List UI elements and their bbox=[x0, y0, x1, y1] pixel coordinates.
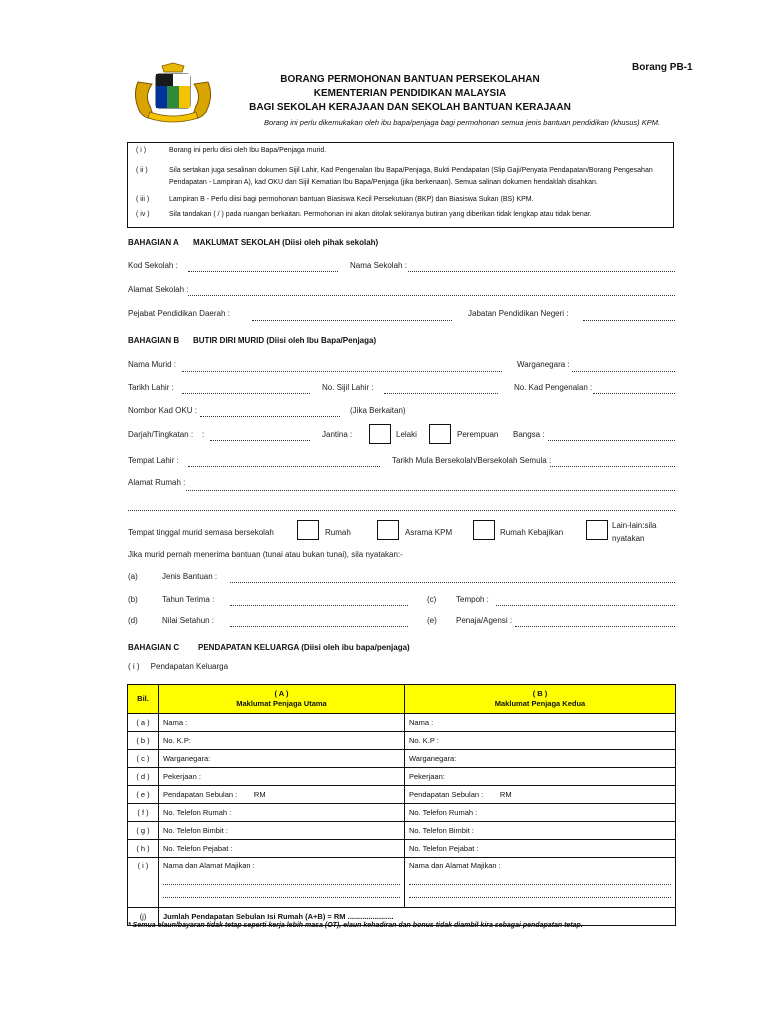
majikan-b-label: Nama dan Alamat Majikan : bbox=[409, 861, 501, 870]
row-a-cell[interactable]: Nama : bbox=[159, 714, 405, 732]
row-b-cell[interactable]: Pekerjaan: bbox=[405, 768, 676, 786]
majikan-a-line-1[interactable] bbox=[163, 872, 400, 885]
instruction-text: Sila sertakan juga sesalinan dokumen Sijil Lahir, Kad Pengenalan Ibu Bapa/Penjaga, Bukti Pendapatan (Slip Gaji/Penyata Pendapatan/Borang Pengesahan Pendapatan - Lampiran A), kad OKU dan Sijil Kematian Ibu Bapa/Penjaga (jika berkenaan). Semua salinan dokumen hendaklah disahkan. bbox=[169, 167, 653, 186]
nama-murid-field[interactable] bbox=[182, 371, 502, 372]
section-b-code: BAHAGIAN B bbox=[128, 336, 180, 345]
row-b-cell[interactable]: Nama : bbox=[405, 714, 676, 732]
section-c-sub: ( i ) Pendapatan Keluarga bbox=[128, 662, 229, 671]
section-a-code: BAHAGIAN A bbox=[128, 238, 179, 247]
majikan-b-line-2[interactable] bbox=[409, 885, 671, 898]
jpn-field[interactable] bbox=[583, 320, 675, 321]
col-bil-header: Bil. bbox=[128, 685, 159, 714]
nilai-setahun-field[interactable] bbox=[230, 626, 408, 627]
section-c-code: BAHAGIAN C bbox=[128, 643, 180, 652]
form-title-line-3: BAGI SEKOLAH KERAJAAN DAN SEKOLAH BANTUAN KERAJAAN bbox=[249, 102, 571, 113]
instruction-num: ( i ) bbox=[136, 147, 147, 154]
tempat-tinggal-label: Tempat tinggal murid semasa bersekolah bbox=[128, 528, 274, 537]
perempuan-checkbox[interactable] bbox=[429, 424, 451, 444]
alamat-rumah-field-1[interactable] bbox=[186, 490, 675, 491]
instruction-num: ( iv ) bbox=[136, 211, 150, 218]
nama-murid-label: Nama Murid : bbox=[128, 360, 177, 369]
asrama-label: Asrama KPM bbox=[405, 528, 453, 537]
row-b-cell[interactable]: No. Telefon Rumah : bbox=[405, 804, 676, 822]
ppd-label: Pejabat Pendidikan Daerah : bbox=[128, 309, 230, 318]
lain-lain-checkbox[interactable] bbox=[586, 520, 608, 540]
alamat-rumah-label: Alamat Rumah : bbox=[128, 478, 186, 487]
row-b-cell[interactable]: No. K.P : bbox=[405, 732, 676, 750]
warganegara-field[interactable] bbox=[572, 371, 675, 372]
table-row bbox=[128, 822, 676, 840]
nama-sekolah-label: Nama Sekolah : bbox=[350, 261, 407, 270]
row-a-cell[interactable]: No. Telefon Pejabat : bbox=[159, 840, 405, 858]
jumlah-pendapatan[interactable]: Jumlah Pendapatan Sebulan Isi Rumah (A+B) = RM ...................... bbox=[159, 908, 676, 926]
rumah-kebajikan-checkbox[interactable] bbox=[473, 520, 495, 540]
table-row bbox=[128, 768, 676, 786]
col-b-header-2: Maklumat Penjaga Kedua bbox=[494, 699, 586, 708]
jenis-bantuan-label: Jenis Bantuan : bbox=[162, 572, 218, 581]
row-bil: ( a ) bbox=[128, 714, 159, 732]
tempoh-field[interactable] bbox=[496, 605, 675, 606]
table-row bbox=[128, 750, 676, 768]
row-b-cell[interactable]: Pendapatan Sebulan : RM bbox=[405, 786, 676, 804]
majikan-a-label: Nama dan Alamat Majikan : bbox=[163, 861, 255, 870]
item-e-label: (e) bbox=[427, 616, 437, 625]
row-bil: ( g ) bbox=[128, 822, 159, 840]
jantina-label: Jantina : bbox=[322, 430, 353, 439]
lain-lain-label-2: nyatakan bbox=[612, 534, 645, 543]
form-title-line-2: KEMENTERIAN PENDIDIKAN MALAYSIA bbox=[313, 88, 507, 99]
item-a-label: (a) bbox=[128, 572, 138, 581]
row-a-cell[interactable]: No. K.P: bbox=[159, 732, 405, 750]
kad-pengenalan-field[interactable] bbox=[593, 393, 675, 394]
section-b-title: BUTIR DIRI MURID (Diisi oleh Ibu Bapa/Penjaga) bbox=[193, 336, 377, 345]
jika-berkaitan-note: (Jika Berkaitan) bbox=[350, 406, 406, 415]
row-a-cell[interactable]: No. Telefon Bimbit : bbox=[159, 822, 405, 840]
table-row bbox=[128, 714, 676, 732]
jenis-bantuan-field[interactable] bbox=[230, 582, 675, 583]
table-row bbox=[128, 732, 676, 750]
instruction-num: ( iii ) bbox=[136, 196, 150, 203]
darjah-label: Darjah/Tingkatan : bbox=[128, 430, 194, 439]
row-bil: ( d ) bbox=[128, 768, 159, 786]
col-b-header bbox=[405, 685, 676, 714]
row-bil: ( c ) bbox=[128, 750, 159, 768]
lain-lain-label-1: Lain-lain:sila bbox=[612, 521, 657, 530]
jpn-label: Jabatan Pendidikan Negeri : bbox=[468, 309, 569, 318]
income-table bbox=[127, 684, 676, 926]
row-bil: ( e ) bbox=[128, 786, 159, 804]
table-row bbox=[128, 858, 676, 908]
form-code: Borang PB-1 bbox=[632, 62, 693, 73]
footnote: * Semua elaun/bayaran tidak tetap seperti kerja lebih masa (OT), elaun kehadiran dan bonus tidak diambil kira sebagai pendapatan tetap. bbox=[128, 922, 583, 929]
asrama-checkbox[interactable] bbox=[377, 520, 399, 540]
majikan-b-line-1[interactable] bbox=[409, 872, 671, 885]
alamat-rumah-field-2[interactable] bbox=[128, 510, 675, 511]
row-bil: ( b ) bbox=[128, 732, 159, 750]
perempuan-label: Perempuan bbox=[457, 430, 499, 439]
table-row bbox=[128, 840, 676, 858]
row-bil: ( f ) bbox=[128, 804, 159, 822]
tahun-terima-field[interactable] bbox=[230, 605, 408, 606]
nama-sekolah-field[interactable] bbox=[408, 271, 675, 272]
col-a-header-2: Maklumat Penjaga Utama bbox=[236, 699, 327, 708]
income-table-header bbox=[128, 685, 676, 714]
penaja-field[interactable] bbox=[515, 626, 675, 627]
section-a-title: MAKLUMAT SEKOLAH (Diisi oleh pihak sekolah) bbox=[193, 238, 379, 247]
instruction-text: Lampiran B - Perlu diisi bagi permohonan bantuan Biasiswa Kecil Persekutuan (BKP) dan Biasiswa Sukan (BS) KPM. bbox=[169, 196, 534, 203]
tarikh-mula-label: Tarikh Mula Bersekolah/Bersekolah Semula : bbox=[392, 456, 552, 465]
row-a-cell[interactable]: Pekerjaan : bbox=[159, 768, 405, 786]
penaja-label: Penaja/Agensi : bbox=[456, 616, 513, 625]
kod-sekolah-field[interactable] bbox=[188, 271, 338, 272]
item-d-label: (d) bbox=[128, 616, 138, 625]
tarikh-mula-field[interactable] bbox=[550, 466, 675, 467]
col-b-header-1: ( B ) bbox=[532, 689, 548, 698]
alamat-sekolah-label: Alamat Sekolah : bbox=[128, 285, 189, 294]
nilai-setahun-label: Nilai Setahun : bbox=[162, 616, 215, 625]
darjah-field[interactable] bbox=[210, 440, 310, 441]
kad-pengenalan-label: No. Kad Pengenalan : bbox=[514, 383, 593, 392]
darjah-colon: : bbox=[202, 430, 205, 439]
item-b-label: (b) bbox=[128, 595, 138, 604]
instruction-text: Sila tandakan ( / ) pada ruangan berkaitan. Permohonan ini akan ditolak sekiranya butiran yang diberikan tidak lengkap atau tidak benar. bbox=[169, 211, 592, 218]
row-bil: ( i ) bbox=[128, 858, 159, 908]
row-b-cell[interactable]: No. Telefon Pejabat : bbox=[405, 840, 676, 858]
row-b-cell[interactable] bbox=[405, 858, 676, 908]
bantuan-intro: Jika murid pernah menerima bantuan (tunai atau bukan tunai), sila nyatakan:- bbox=[128, 550, 403, 559]
row-a-cell[interactable]: Pendapatan Sebulan : RM bbox=[159, 786, 405, 804]
form-title-line-1: BORANG PERMOHONAN BANTUAN PERSEKOLAHAN bbox=[280, 74, 540, 85]
warganegara-label: Warganegara : bbox=[517, 360, 570, 369]
row-j-bil: (j) bbox=[128, 908, 159, 926]
bangsa-label: Bangsa : bbox=[513, 430, 545, 439]
col-a-header bbox=[159, 685, 405, 714]
row-b-cell[interactable]: No. Telefon Bimbit : bbox=[405, 822, 676, 840]
tempat-lahir-field[interactable] bbox=[188, 466, 380, 467]
kad-oku-field[interactable] bbox=[200, 416, 340, 417]
lelaki-label: Lelaki bbox=[396, 430, 417, 439]
majikan-a-line-2[interactable] bbox=[163, 885, 400, 898]
lelaki-checkbox[interactable] bbox=[369, 424, 391, 444]
kad-oku-label: Nombor Kad OKU : bbox=[128, 406, 197, 415]
row-bil: ( h ) bbox=[128, 840, 159, 858]
form-subtitle: Borang ini perlu dikemukakan oleh ibu bapa/penjaga bagi permohonan semua jenis bantuan pendidikan (khusus) KPM. bbox=[263, 118, 661, 127]
rumah-checkbox[interactable] bbox=[297, 520, 319, 540]
sijil-lahir-label: No. Sijil Lahir : bbox=[322, 383, 374, 392]
tarikh-lahir-field[interactable] bbox=[182, 393, 310, 394]
table-row bbox=[128, 786, 676, 804]
row-a-cell[interactable] bbox=[159, 858, 405, 908]
row-a-cell[interactable]: Warganegara: bbox=[159, 750, 405, 768]
bangsa-field[interactable] bbox=[548, 440, 675, 441]
instruction-num: ( ii ) bbox=[136, 167, 148, 174]
tarikh-lahir-label: Tarikh Lahir : bbox=[128, 383, 174, 392]
rumah-kebajikan-label: Rumah Kebajikan bbox=[500, 528, 564, 537]
kod-sekolah-label: Kod Sekolah : bbox=[128, 261, 178, 270]
item-c-label: (c) bbox=[427, 595, 437, 604]
instructions-box bbox=[127, 142, 674, 228]
row-b-cell[interactable]: Warganegara: bbox=[405, 750, 676, 768]
ppd-field[interactable] bbox=[252, 320, 452, 321]
instruction-text: Borang ini perlu diisi oleh Ibu Bapa/Penjaga murid. bbox=[169, 147, 327, 154]
alamat-sekolah-field[interactable] bbox=[188, 295, 675, 296]
tempoh-label: Tempoh : bbox=[456, 595, 489, 604]
sijil-lahir-field[interactable] bbox=[384, 393, 498, 394]
tahun-terima-label: Tahun Terima : bbox=[162, 595, 215, 604]
section-c-title: PENDAPATAN KELUARGA (Diisi oleh ibu bapa/penjaga) bbox=[198, 643, 410, 652]
table-row bbox=[128, 804, 676, 822]
tempat-lahir-label: Tempat Lahir : bbox=[128, 456, 179, 465]
row-a-cell[interactable]: No. Telefon Rumah : bbox=[159, 804, 405, 822]
col-a-header-1: ( A ) bbox=[274, 689, 289, 698]
rumah-label: Rumah bbox=[325, 528, 351, 537]
